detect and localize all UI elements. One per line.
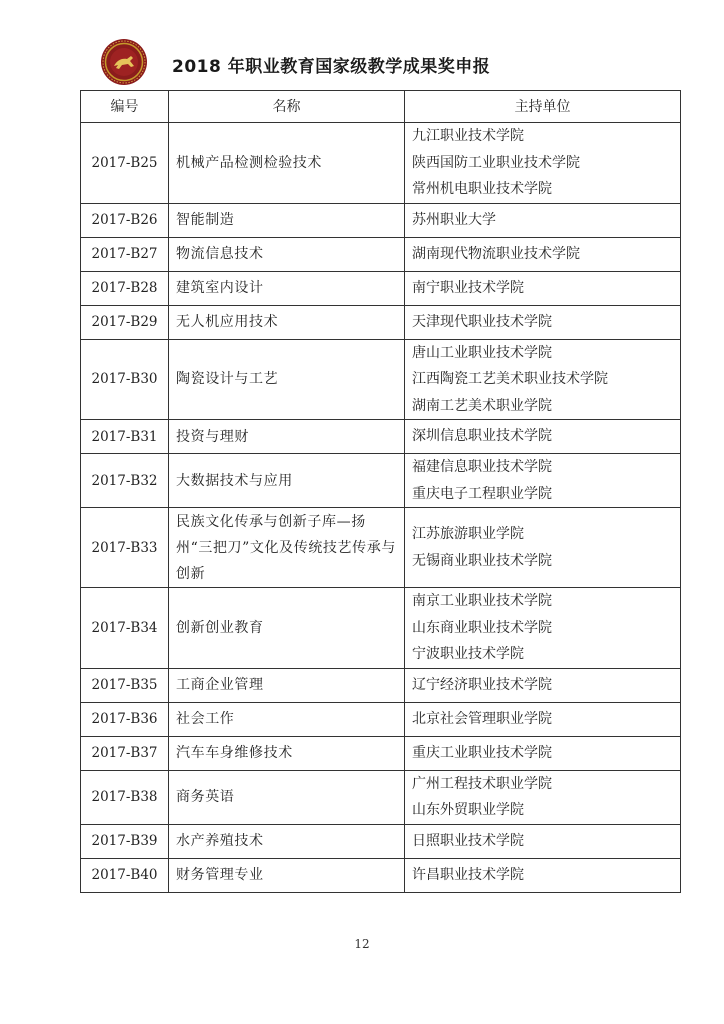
unit-name: 陕西国防工业职业技术学院 — [412, 154, 580, 171]
table-row — [81, 668, 681, 702]
cell-code: 2017-B34 — [81, 588, 169, 669]
unit-name: 山东商业职业技术学院 — [412, 619, 552, 636]
cell-code: 2017-B39 — [81, 824, 169, 858]
unit-name: 北京社会管理职业学院 — [412, 710, 552, 727]
table-row — [81, 305, 681, 339]
cell-code: 2017-B40 — [81, 858, 169, 892]
column-header-units: 主持单位 — [405, 91, 681, 123]
table-row — [81, 770, 681, 824]
cell-name: 财务管理专业 — [169, 858, 405, 892]
cell-name: 机械产品检测检验技术 — [169, 123, 405, 204]
page-number: 12 — [354, 937, 370, 951]
table-row — [81, 736, 681, 770]
unit-name: 湖南现代物流职业技术学院 — [412, 245, 580, 262]
school-emblem-icon — [100, 38, 148, 86]
cell-name: 建筑室内设计 — [169, 271, 405, 305]
unit-name: 辽宁经济职业技术学院 — [412, 676, 552, 693]
unit-name: 无锡商业职业技术学院 — [412, 552, 552, 569]
cell-code: 2017-B26 — [81, 203, 169, 237]
table-row — [81, 858, 681, 892]
cell-units — [405, 858, 681, 892]
cell-units — [405, 668, 681, 702]
cell-name: 智能制造 — [169, 203, 405, 237]
table-header-row — [81, 91, 681, 123]
cell-code: 2017-B25 — [81, 123, 169, 204]
cell-name: 水产养殖技术 — [169, 824, 405, 858]
cell-units — [405, 770, 681, 824]
cell-name: 社会工作 — [169, 702, 405, 736]
cell-name: 陶瓷设计与工艺 — [169, 339, 405, 420]
table-row — [81, 339, 681, 420]
cell-units — [405, 339, 681, 420]
table-row — [81, 237, 681, 271]
table-row — [81, 702, 681, 736]
cell-name: 商务英语 — [169, 770, 405, 824]
cell-units — [405, 123, 681, 204]
cell-units — [405, 508, 681, 588]
unit-name: 福建信息职业技术学院 — [412, 459, 552, 475]
unit-name: 重庆电子工程职业学院 — [412, 485, 552, 502]
unit-name: 南京工业职业技术学院 — [412, 593, 552, 609]
cell-code: 2017-B37 — [81, 736, 169, 770]
unit-name: 湖南工艺美术职业学院 — [412, 397, 552, 414]
cell-code: 2017-B30 — [81, 339, 169, 420]
cell-units — [405, 702, 681, 736]
cell-name: 物流信息技术 — [169, 237, 405, 271]
unit-name: 深圳信息职业技术学院 — [412, 428, 552, 445]
cell-code: 2017-B35 — [81, 668, 169, 702]
table-row — [81, 271, 681, 305]
table-row — [81, 123, 681, 204]
cell-name: 创新创业教育 — [169, 588, 405, 669]
cell-name: 无人机应用技术 — [169, 305, 405, 339]
cell-code: 2017-B33 — [81, 508, 169, 588]
cell-name: 民族文化传承与创新子库—扬州“三把刀”文化及传统技艺传承与创新 — [169, 508, 405, 588]
document-title: 2018 年职业教育国家级教学成果奖申报 — [172, 57, 491, 77]
cell-code: 2017-B36 — [81, 702, 169, 736]
cell-units — [405, 271, 681, 305]
unit-name: 唐山工业职业技术学院 — [412, 344, 552, 361]
unit-name: 苏州职业大学 — [412, 211, 496, 228]
table-row — [81, 508, 681, 588]
table-row — [81, 824, 681, 858]
unit-name: 南宁职业技术学院 — [412, 279, 524, 296]
cell-units — [405, 237, 681, 271]
unit-name: 山东外贸职业学院 — [412, 802, 524, 818]
cell-units — [405, 824, 681, 858]
table-row — [81, 588, 681, 669]
cell-code: 2017-B31 — [81, 420, 169, 454]
unit-name: 九江职业技术学院 — [412, 128, 524, 144]
table-row — [81, 454, 681, 508]
unit-name: 宁波职业技术学院 — [412, 646, 524, 662]
column-header-code: 编号 — [81, 91, 169, 123]
unit-name: 广州工程技术职业学院 — [412, 775, 552, 792]
unit-name: 天津现代职业技术学院 — [412, 313, 552, 330]
cell-code: 2017-B28 — [81, 271, 169, 305]
cell-units — [405, 305, 681, 339]
cell-name: 汽车车身维修技术 — [169, 736, 405, 770]
cell-name: 工商企业管理 — [169, 668, 405, 702]
cell-units — [405, 454, 681, 508]
unit-name: 重庆工业职业技术学院 — [412, 744, 552, 761]
page-header — [100, 38, 660, 90]
table-row — [81, 420, 681, 454]
unit-name: 江西陶瓷工艺美术职业技术学院 — [412, 371, 608, 387]
unit-name: 许昌职业技术学院 — [412, 866, 524, 883]
achievement-table — [80, 90, 681, 893]
cell-code: 2017-B27 — [81, 237, 169, 271]
unit-name: 常州机电职业技术学院 — [412, 181, 552, 197]
table-row — [81, 203, 681, 237]
cell-units — [405, 588, 681, 669]
cell-units — [405, 203, 681, 237]
cell-units — [405, 420, 681, 454]
unit-name: 日照职业技术学院 — [412, 832, 524, 849]
cell-name: 投资与理财 — [169, 420, 405, 454]
cell-code: 2017-B29 — [81, 305, 169, 339]
cell-units — [405, 736, 681, 770]
cell-code: 2017-B32 — [81, 454, 169, 508]
unit-name: 江苏旅游职业学院 — [412, 526, 524, 542]
cell-name: 大数据技术与应用 — [169, 454, 405, 508]
cell-code: 2017-B38 — [81, 770, 169, 824]
column-header-name: 名称 — [169, 91, 405, 123]
